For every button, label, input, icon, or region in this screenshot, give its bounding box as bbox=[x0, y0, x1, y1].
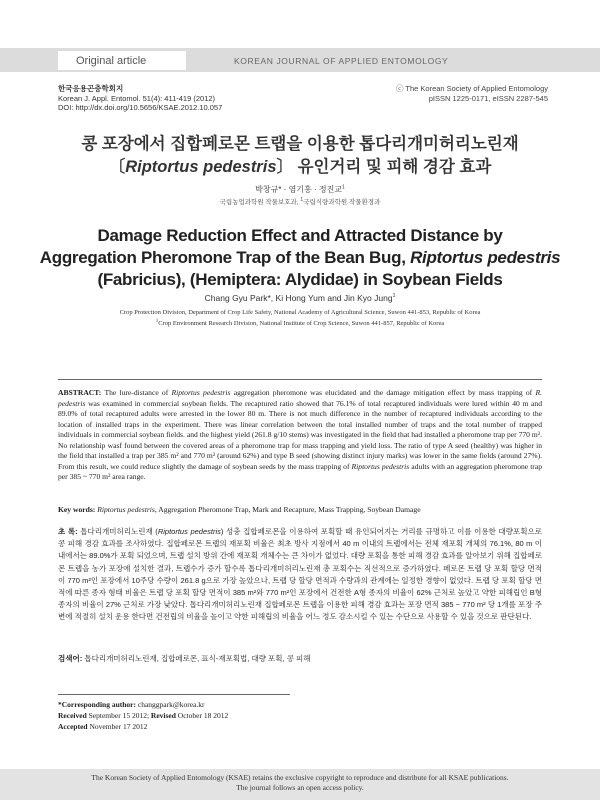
article-type: Original article bbox=[76, 55, 147, 67]
date-accepted: Accepted November 17 2012 bbox=[58, 722, 148, 731]
korean-keywords-label: 검색어: bbox=[58, 654, 83, 663]
copyright: ⓒ The Korean Society of Applied Entomology bbox=[395, 84, 548, 93]
korean-title-line2: 〔Riptortus pedestris〕 유인거리 및 피해 경감 효과 bbox=[108, 158, 492, 176]
doi-link[interactable]: DOI: http://dx.doi.org/10.5656/KSAE.2012.10.057 bbox=[58, 103, 223, 112]
citation: Korean J. Appl. Entomol. 51(4): 411-419 (2012) bbox=[58, 93, 216, 103]
correspondence-block bbox=[58, 699, 358, 732]
citation-block bbox=[58, 84, 222, 113]
korean-abstract: 초 록: 톱다리개미허리노린재 (Riptortus pedestris) 성충 집합페로몬을 이용하여 포획할 때 유인되어지는 거리를 규명하고 이를 이용한 대량포획으로 콩 피해 경감 효과를 조사하였다. 집합페로몬 트랩의 재포획 비율은 최초 방사 지점에서 40 m 이내의 트랩에서는 전체 재포획 개체의 76.1%, 80 m 이내에서는 89.0%가 포획 되었으며, 트랩 설치 방위 간에 재포획 개체수는 큰 차이가 없었다. 대량 포획을 통한 피해 경감 효과를 알아보기 위해 집합페로몬 트랩을 농가 포장에 설치한 결과, 트랩수가 증가 할수록 톱다리개미허리노린재 총 포획수는 직선적으로 증가하였다. 페로몬 트랩 당 포획 할당 면적이 770 m²인 포장에서 10주당 수량이 261.8 g으로 가장 높았으나, 트랩 당 할당 면적과 수량과의 관계에는 일정한 경향이 없었다. 트랩 당 포획 할당 면적에 따른 종자 형태 비율은 트랩 당 포획 할당 면적이 385 m²와 770 m²인 포장에서 건전한 A형 종자의 비율이 62% 근처로 높았고 약한 피해립인 B형 종자의 비율이 27% 근처로 가장 낮았다. 톱다리개미허리노린재 집합페로몬 트랩을 이용한 피해 경감 효과는 포장 면적 385 ~ 770 m² 당 1개를 포장 주변에 적절히 설치 운용 한다면 건전립의 비율을 높이고 약한 피해립의 비율을 어느 정도 감소시킬 수 있는 수단으로 사용할 수 있을 것으로 판단된다. bbox=[58, 527, 543, 622]
korean-title-rest: 유인거리 및 피해 경감 효과 bbox=[297, 158, 492, 176]
korean-authors: 박창규* · 염기홍 · 정진교$^1$ bbox=[255, 184, 345, 194]
korean-title-line1: 콩 포장에서 집합페로몬 트랩을 이용한 톱다리개미허리노린재 bbox=[81, 135, 519, 153]
footnote-rule bbox=[58, 694, 290, 695]
footer-open-access: The journal follows an open access policy. bbox=[236, 783, 364, 792]
english-title-species: Riptortus pedestris bbox=[410, 248, 561, 267]
corresponding-author: *Corresponding author: changgpark@korea.kr bbox=[58, 700, 205, 709]
korean-title-species: Riptortus pedestris bbox=[125, 158, 277, 176]
english-affiliation-2: $^1$Crop Environment Research Division, National Institute of Crop Science, Suwon 441-857, Republic of Korea bbox=[155, 319, 445, 328]
copyright-block bbox=[396, 84, 548, 103]
footer-text bbox=[0, 773, 600, 793]
english-affiliation-1: Crop Protection Division, Department of Crop Life Safety, National Academy of Agricultural Science, Suwon 441-853, Republic of Korea bbox=[119, 309, 481, 316]
footer-copyright: The Korean Society of Applied Entomology (KSAE) retains the exclusive copyright to reproduce and distribute for all KSAE publications. bbox=[91, 773, 509, 782]
abstract-label: ABSTRACT: bbox=[58, 388, 102, 397]
keywords-label: Key words: bbox=[58, 505, 96, 514]
abstract-top-rule bbox=[58, 379, 542, 380]
korean-abstract-label: 초 록: bbox=[58, 527, 78, 536]
english-title-line2: Aggregation Pheromone Trap of the Bean Bug, Riptortus pedestris bbox=[39, 248, 561, 267]
korean-affiliations: 국립농업과학원 작물보호과, $^1$국립식량과학원 작물환경과 bbox=[219, 197, 381, 207]
journal-name: KOREAN JOURNAL OF APPLIED ENTOMOLOGY bbox=[234, 56, 449, 66]
english-title-line1: Damage Reduction Effect and Attracted Distance by bbox=[97, 226, 503, 245]
author-email[interactable]: changgpark@korea.kr bbox=[137, 700, 205, 709]
korean-keywords: 검색어: 톱다리개미허리노린재, 집합페로몬, 표식-재포획법, 대량 포획, 콩 피해 bbox=[58, 654, 311, 663]
keywords: Key words: Riptortus pedestris, Aggregation Pheromone Trap, Mark and Recapture, Mass Trapping, Soybean Damage bbox=[58, 505, 421, 514]
issn: pISSN 1225-0171, eISSN 2287-545 bbox=[428, 93, 548, 103]
abstract: ABSTRACT: The lure-distance of Riptortus pedestris aggregation pheromone was elucidated and the damage mitigation effect by mass trapping of R. pedestris was examined in commercial soybean fields. The recaptured ratio showed that 76.1% of total recaptured individuals were lured within 40 m and 89.0% of total recaptured adults were arrested in the lower 80 m. There is not much difference in the number of recaptured individuals according to the location of installed traps in the experiment. There was linear correlation between the total installed number of traps and the total number of trapped individuals in commercial soybean fields. and the highest yield (261.8 g/10 stems) was investigated in the field that had installed a pheromone trap per 770 m². No relationship wasf found between the covered areas of a pheromone trap for mass trapping and yield loss. The ratio of type A seed (healthy) was higher in the field that installed a trap per 385 m² and 770 m² (around 62%) and type B seed (showing distinct injury marks) was lower in the same fields (around 27%). From this result, we could reduce slightly the damage of soybean seeds by the mass trapping of Riptortus pedestris adults with an aggregation pheromone trap per 385 ~ 770 m² area range. bbox=[58, 388, 542, 481]
dates-received-revised: Received September 15 2012; Revised October 18 2012 bbox=[58, 711, 229, 720]
english-authors: Chang Gyu Park*, Ki Hong Yum and Jin Kyo Jung$^1$ bbox=[204, 293, 396, 303]
english-title-line3: (Fabricius), (Hemiptera: Alydidae) in Soybean Fields bbox=[97, 270, 503, 289]
journal-korean-name: 한국응용곤충학회지 bbox=[58, 84, 124, 93]
